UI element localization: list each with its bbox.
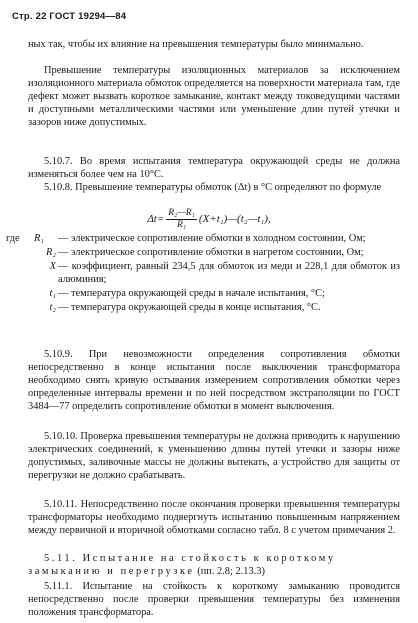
paragraph-continuation xyxy=(28,38,400,51)
section-heading-line-2 xyxy=(28,565,400,578)
definition-text: — температура окружающей среды в конце испытания, °С. xyxy=(58,302,321,313)
clause-5-10-8 xyxy=(28,181,400,194)
paragraph-text: 5.10.10. Проверка превышения температуры не должна приводить к нарушению электрических соединений, к уменьшению длины путей утечки и зазоры ниже допустимых, заливочные массы не должны вытекать, а устройство для защиты от перегрузки не должно срабатывать. xyxy=(28,431,400,481)
paragraph-text: 5.10.9. При невозможности определения сопротивления обмотки непосредственно в конце испытания после выключения трансформатора необходимо снять кривую остывания измерением сопротивления обмотки через определенные интервалы времени и по ней посредством экстраполяции по ГОСТ 3484—77 определить сопротивление обмотки в момент выключения. xyxy=(28,349,400,412)
formula-rhs: (X+t₁)—(t₂—t₁), xyxy=(198,213,271,226)
definition-symbol: R₁ xyxy=(34,233,44,244)
section-heading-line-1: 5.11. Испытание на стойкость к короткому xyxy=(44,553,336,564)
definition-row xyxy=(28,260,400,286)
definition-row xyxy=(28,287,400,300)
definition-symbol: t₂ xyxy=(49,302,56,313)
definition-row xyxy=(28,246,400,259)
temperature-rise-formula xyxy=(0,208,418,231)
formula-numerator: R₂—R₁ xyxy=(168,208,195,218)
definition-text: — электрическое сопротивление обмотки в холодном состоянии, Ом; xyxy=(58,233,366,244)
page-header: Стр. 22 ГОСТ 19294—84 xyxy=(12,11,127,22)
symbol-definitions xyxy=(6,232,400,314)
formula-fraction xyxy=(166,208,197,231)
paragraph-text: 5.10.7. Во время испытания температура окружающей среды не должна изменяться более чем на 10°С. xyxy=(28,156,400,180)
section-heading-spaced: замыканию и перегрузке xyxy=(28,566,195,577)
clause-5-10-11 xyxy=(28,498,400,537)
definition-symbol: R₂ xyxy=(46,247,56,258)
definition-row xyxy=(28,301,400,314)
paragraph-text: ных так, чтобы их влияние на превышения температуры было минимально. xyxy=(28,39,364,50)
paragraph-text: Превышение температуры изоляционных материалов за исключением изоляционного материала обмоток определяется на поверхности материала там, где дефект может вызвать короткое замыкание, контакт между токоведущими частями и доступными металлическими частями или уменьшение длин путей утечки и зазоров ниже допустимых. xyxy=(28,65,400,128)
paragraph-text: 5.11.1. Испытание на стойкость к короткому замыканию проводится непосредственно после проверки превышения температуры без изменения положения трансформатора. xyxy=(28,581,400,618)
definition-symbol: X xyxy=(49,261,56,272)
paragraph-text: 5.10.11. Непосредственно после окончания проверки превышения температуры трансформаторы необходимо подвергнуть испытанию повышенным напряжением между первичной и вторичной обмотками согласно табл. 8 с учетом примечания 2. xyxy=(28,499,400,536)
definition-symbol: t₁ xyxy=(49,288,56,299)
clause-5-10-10 xyxy=(28,430,400,482)
definition-text: — коэффициент, равный 234,5 для обмоток из меди и 228,1 для обмоток из алюминия; xyxy=(58,261,400,285)
definition-text: — температура окружающей среды в начале испытания, °С; xyxy=(58,288,325,299)
clause-5-11-1 xyxy=(28,580,400,619)
formula-lhs: Δt= xyxy=(147,213,165,226)
definition-text: — электрическое сопротивление обмотки в нагретом состоянии, Ом; xyxy=(58,247,364,258)
definition-row xyxy=(6,232,400,245)
clause-5-11-heading xyxy=(28,552,400,578)
paragraph-insulation-temperature xyxy=(28,64,400,129)
paragraph-text: 5.10.8. Превышение температуры обмоток (Δt) в °С определяют по формуле xyxy=(44,182,382,193)
formula-denominator: R₁ xyxy=(177,220,187,230)
where-label: где xyxy=(6,233,20,244)
clause-5-10-9 xyxy=(28,348,400,413)
section-heading-refs: (пп. 2.8; 2.13.3) xyxy=(197,566,265,577)
clause-5-10-7 xyxy=(28,155,400,181)
